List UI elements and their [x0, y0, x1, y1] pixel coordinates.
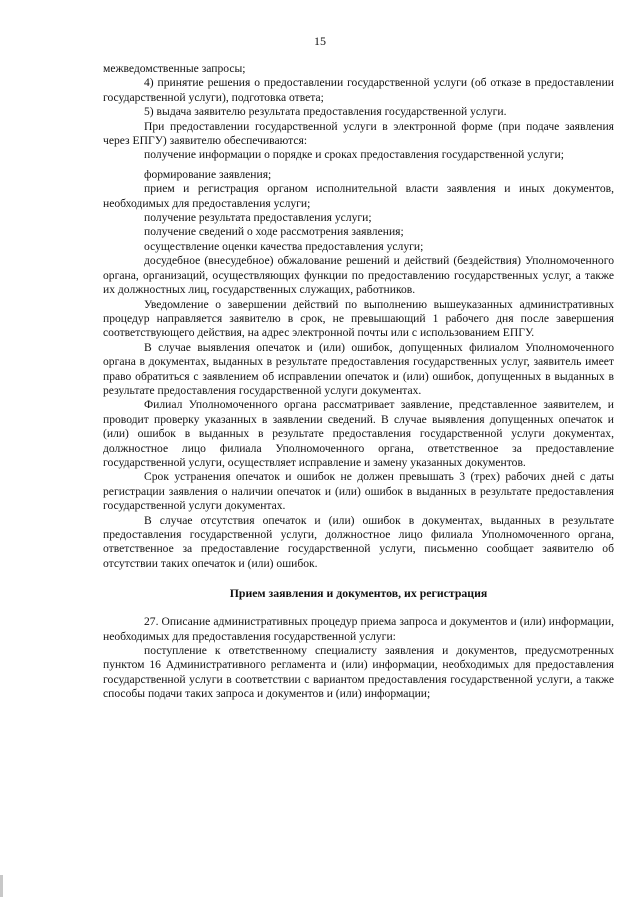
paragraph: формирование заявления;: [144, 167, 272, 181]
paragraphs-after-heading: [103, 615, 614, 701]
document-body: [103, 62, 614, 702]
paragraph: Срок устранения опечаток и ошибок не должен превышать 3 (трех) рабочих дней с даты регистрации заявления о наличии опечаток и (или) ошибок в выданных в результате предоставления государственной услуги документах.: [103, 470, 614, 513]
paragraph: 27. Описание административных процедур приема запроса и документов и (или) информации, необходимых для предоставления государственной услуги:: [103, 615, 614, 643]
paragraphs-before-heading: [103, 62, 614, 571]
paragraph: досудебное (внесудебное) обжалование решений и действий (бездействия) Уполномоченного органа, организаций, осуществляющих функции по предоставлению государственных услуг, а также их должностных лиц, государственных служащих, работников.: [103, 254, 614, 297]
paragraph: межведомственные запросы;: [103, 62, 246, 75]
paragraph: получение информации о порядке и сроках предоставления государственной услуги;: [144, 148, 564, 162]
paragraph: 5) выдача заявителю результата предоставления государственной услуги.: [144, 105, 507, 119]
paragraph: получение результата предоставления услуги;: [144, 211, 372, 225]
scan-edge-mark: [0, 875, 3, 897]
paragraph: осуществление оценки качества предоставления услуги;: [144, 239, 424, 253]
paragraph: При предоставлении государственной услуги в электронной форме (при подаче заявления через ЕПГУ) заявителю обеспечиваются:: [103, 119, 614, 148]
paragraph: В случае отсутствия опечаток и (или) ошибок в документах, выданных в результате предоставления государственной услуги, должностное лицо филиала Уполномоченного органа, ответственное за предоставление государственной услуги, письменно сообщает заявителю об отсутствии таких опечаток и (или) ошибок.: [103, 513, 614, 570]
paragraph: прием и регистрация органом исполнительной власти заявления и иных документов, необходимых для предоставления услуги;: [103, 182, 614, 210]
section-heading: Прием заявления и документов, их регистрация: [229, 586, 488, 601]
paragraph: 4) принятие решения о предоставлении государственной услуги (об отказе в предоставлении государственной услуги), подготовка ответа;: [103, 76, 614, 104]
paragraph: В случае выявления опечаток и (или) ошибок, допущенных филиалом Уполномоченного органа в документах, выданных в результате предоставления государственных услуг, заявитель имеет право обратиться с заявлением об исправлении опечаток и (или) ошибок, допущенных в выданных в результате предоставления государственной услуги документах.: [103, 340, 614, 397]
paragraph: Филиал Уполномоченного органа рассматривает заявление, представленное заявителем, и проводит проверку указанных в заявлении сведений. В случае выявления допущенных опечаток и (или) ошибок в выданных в результате предоставления государственной услуги документах, должностное лицо филиала Уполномоченного органа, ответственное за предоставление государственной услуги, осуществляет исправление и замену указанных документов.: [103, 398, 614, 469]
page-number: 15: [314, 34, 326, 48]
paragraph: Уведомление о завершении действий по выполнению вышеуказанных административных процедур направляется заявителю в срок, не превышающий 1 рабочего дня после завершения соответствующего действия, на адрес электронной почты или с использованием ЕПГУ.: [103, 297, 614, 340]
paragraph: поступление к ответственному специалисту заявления и документов, предусмотренных пунктом 16 Административного регламента и (или) информации, необходимых для предоставления государственной услуги в соответствии с вариантом предоставления государственной услуги, а также способы подачи таких запроса и документов и (или) информации;: [103, 644, 614, 701]
paragraph: получение сведений о ходе рассмотрения заявления;: [144, 225, 404, 239]
